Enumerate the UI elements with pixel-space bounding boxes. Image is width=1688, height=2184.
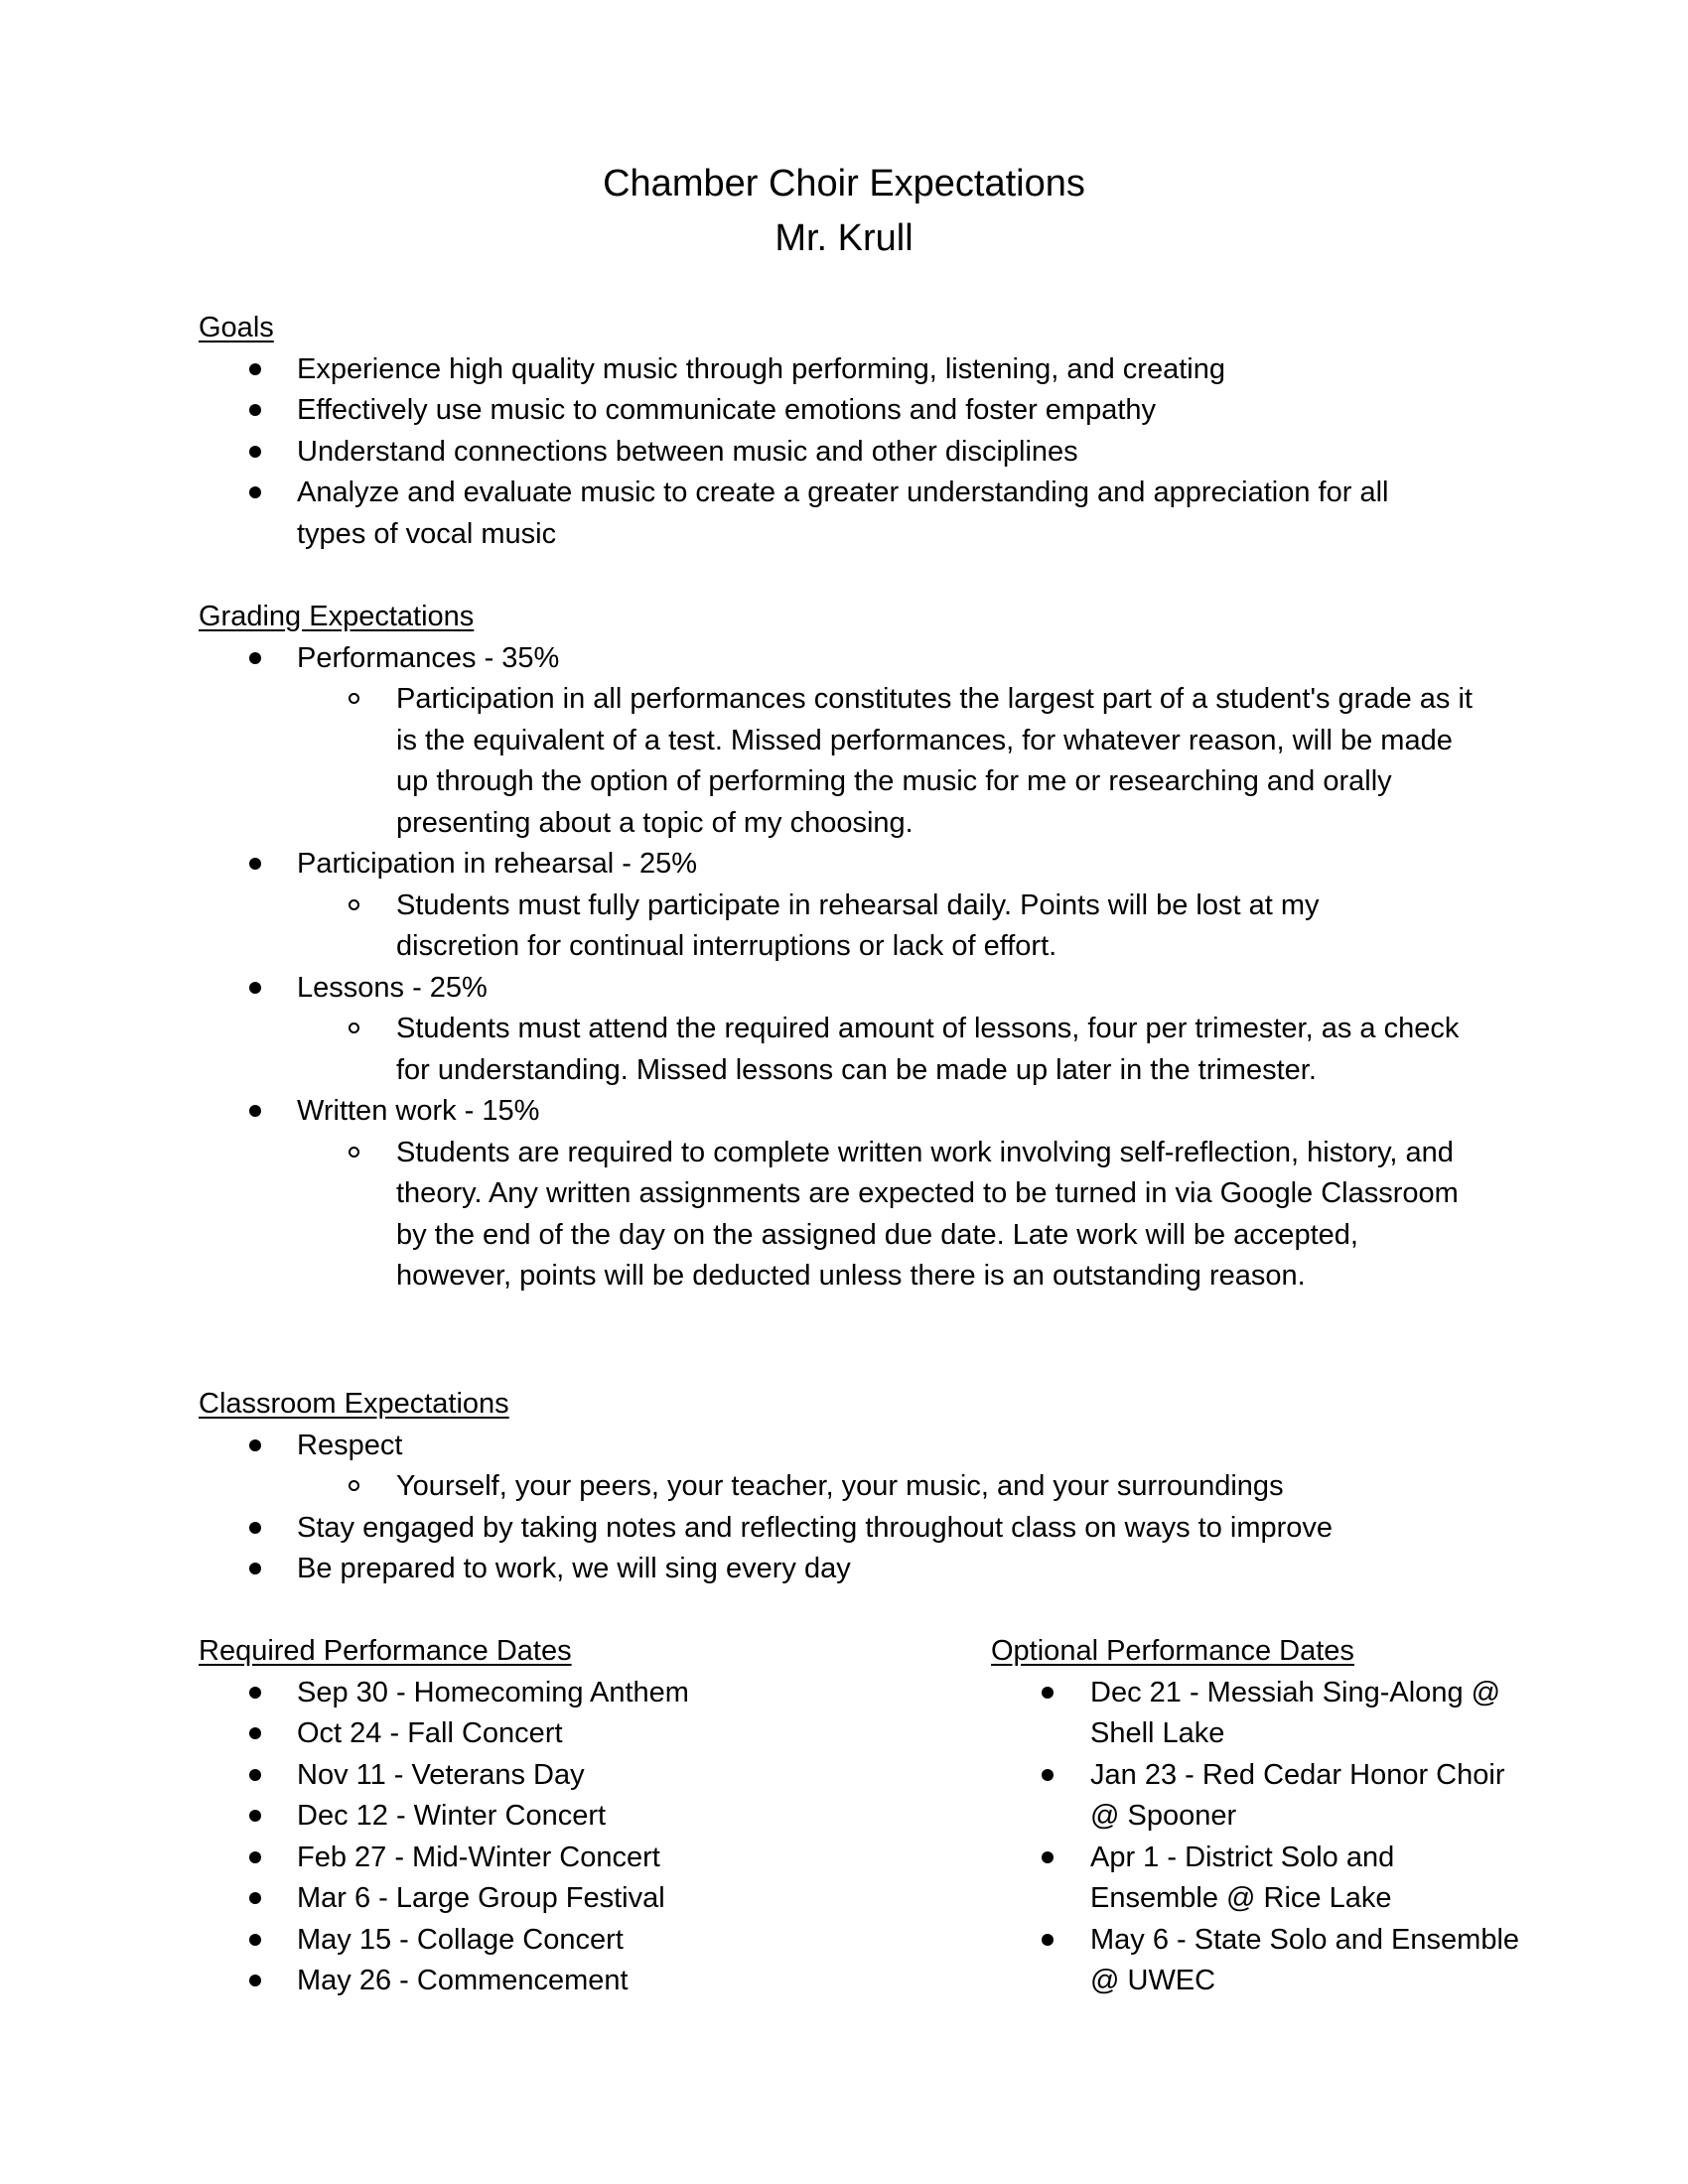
bullet-icon	[1038, 1920, 1057, 1962]
bullet-icon	[245, 1713, 265, 1755]
bullet-icon	[245, 1755, 265, 1797]
list-item: Feb 27 - Mid-Winter Concert	[199, 1838, 894, 1879]
document-subtitle: Mr. Krull	[774, 217, 914, 259]
grading-item-written: Written work - 15%	[199, 1091, 1489, 1133]
classroom-heading: Classroom Expectations	[199, 1388, 509, 1420]
bullet-icon	[1038, 1838, 1057, 1879]
optional-dates-section	[991, 1631, 1527, 2002]
bullet-icon	[245, 844, 265, 886]
list-item: Experience high quality music through performing, listening, and creating	[199, 349, 1489, 391]
optional-dates-heading: Optional Performance Dates	[991, 1635, 1354, 1667]
bullet-icon	[245, 1796, 265, 1838]
bullet-icon	[245, 473, 265, 514]
grading-item-rehearsal: Participation in rehearsal - 25%	[199, 844, 1489, 886]
list-item: Dec 12 - Winter Concert	[199, 1796, 894, 1838]
list-item: Mar 6 - Large Group Festival	[199, 1878, 894, 1920]
list-item: May 26 - Commencement	[199, 1961, 894, 2002]
grading-section	[199, 597, 1489, 1297]
list-item: Be prepared to work, we will sing every day	[199, 1549, 1489, 1590]
list-item: May 15 - Collage Concert	[199, 1920, 894, 1962]
bullet-icon	[245, 1838, 265, 1879]
list-item: Oct 24 - Fall Concert	[199, 1713, 894, 1755]
bullet-icon	[245, 1920, 265, 1962]
list-item: Dec 21 - Messiah Sing-Along @ Shell Lake	[991, 1673, 1527, 1755]
grading-item-lessons: Lessons - 25%	[199, 968, 1489, 1010]
goals-section	[199, 308, 1489, 555]
list-item: Analyze and evaluate music to create a greater understanding and appreciation for all types of vocal music	[199, 473, 1489, 555]
circle-bullet-icon	[344, 1133, 363, 1174]
bullet-icon	[245, 349, 265, 391]
required-dates-section	[199, 1631, 894, 2002]
bullet-icon	[245, 1091, 265, 1133]
optional-dates-list	[991, 1673, 1527, 2002]
grading-list	[199, 638, 1489, 1297]
grading-detail: Students are required to complete written work involving self-reflection, history, and theory. Any written assignments are expected to be turned in via Google Classroom by the end of the day on the assigned due date. Late work will be accepted, however, points will be deducted unless there is an outstanding reason.	[199, 1133, 1489, 1297]
grading-detail: Students must attend the required amount of lessons, four per trimester, as a check for understanding. Missed lessons can be made up later in the trimester.	[199, 1009, 1489, 1091]
document-title: Chamber Choir Expectations	[603, 163, 1085, 205]
goals-list	[199, 349, 1489, 556]
bullet-icon	[245, 390, 265, 432]
list-item: Effectively use music to communicate emotions and foster empathy	[199, 390, 1489, 432]
bullet-icon	[245, 1878, 265, 1920]
list-item: Understand connections between music and other disciplines	[199, 432, 1489, 474]
required-dates-list	[199, 1673, 894, 2002]
classroom-section	[199, 1384, 1489, 1590]
bullet-icon	[245, 638, 265, 680]
bullet-icon	[245, 1673, 265, 1714]
bullet-icon	[1038, 1755, 1057, 1797]
bullet-icon	[245, 1426, 265, 1467]
list-item: Nov 11 - Veterans Day	[199, 1755, 894, 1797]
circle-bullet-icon	[344, 679, 363, 721]
grading-heading: Grading Expectations	[199, 601, 475, 632]
circle-bullet-icon	[344, 1466, 363, 1508]
list-item: Respect	[199, 1426, 1489, 1467]
circle-bullet-icon	[344, 1009, 363, 1050]
grading-detail: Participation in all performances constitutes the largest part of a student's grade as it is the equivalent of a test. Missed performances, for whatever reason, will be made up through the option of performing the music for me or researching and orally presenting about a topic of my choosing.	[199, 679, 1489, 844]
circle-bullet-icon	[344, 886, 363, 927]
list-item: Stay engaged by taking notes and reflecting throughout class on ways to improve	[199, 1508, 1489, 1550]
list-item: May 6 - State Solo and Ensemble @ UWEC	[991, 1920, 1527, 2002]
grading-detail: Students must fully participate in rehearsal daily. Points will be lost at my discretion for continual interruptions or lack of effort.	[199, 886, 1489, 968]
required-dates-heading: Required Performance Dates	[199, 1635, 572, 1667]
bullet-icon	[1038, 1673, 1057, 1714]
list-item: Apr 1 - District Solo and Ensemble @ Rice Lake	[991, 1838, 1527, 1920]
list-item: Jan 23 - Red Cedar Honor Choir @ Spooner	[991, 1755, 1527, 1838]
bullet-icon	[245, 1961, 265, 2002]
list-item: Yourself, your peers, your teacher, your music, and your surroundings	[199, 1466, 1489, 1508]
grading-item-performances: Performances - 35%	[199, 638, 1489, 680]
goals-heading: Goals	[199, 312, 274, 343]
bullet-icon	[245, 968, 265, 1010]
list-item: Sep 30 - Homecoming Anthem	[199, 1673, 894, 1714]
bullet-icon	[245, 1508, 265, 1550]
classroom-list	[199, 1426, 1489, 1590]
bullet-icon	[245, 1549, 265, 1590]
bullet-icon	[245, 432, 265, 474]
